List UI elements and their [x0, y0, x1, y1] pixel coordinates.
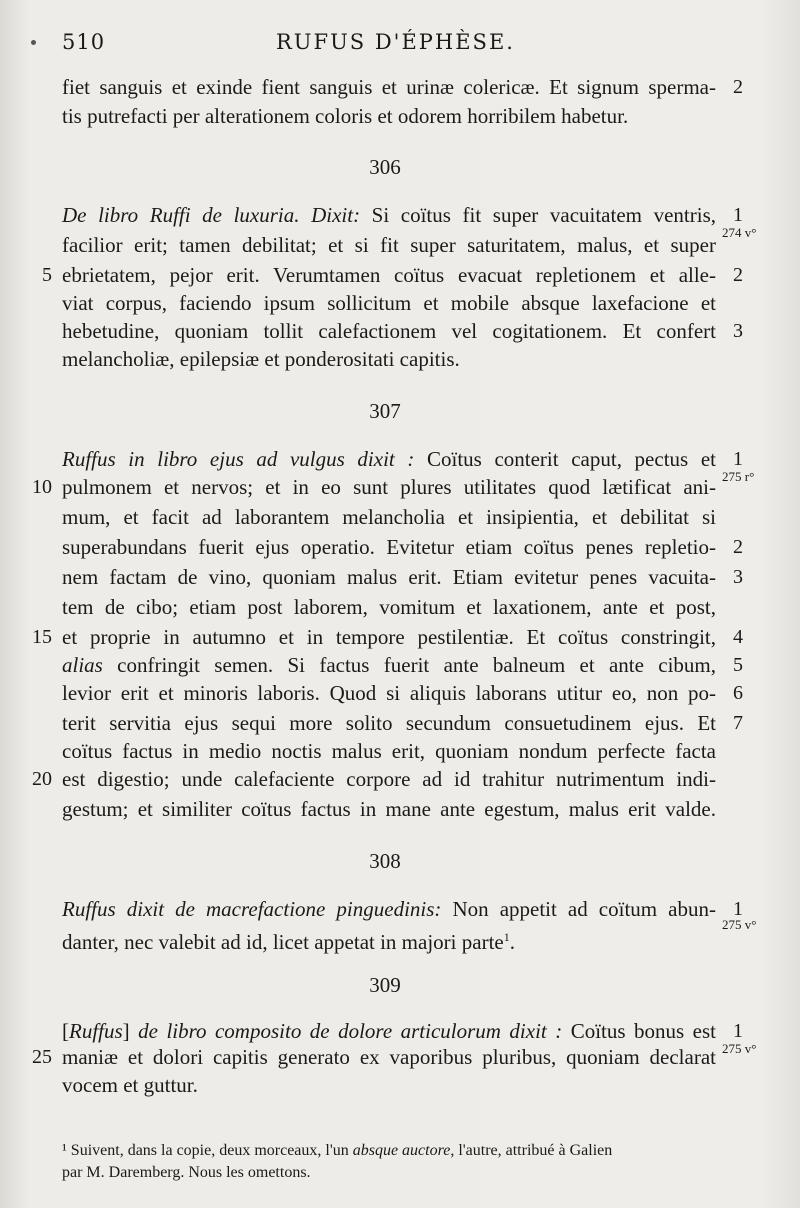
section-heading: 309: [369, 973, 401, 997]
paragraph-number: 1: [733, 1020, 743, 1042]
line-number: 15: [32, 626, 52, 648]
running-title: RUFUS D'ÉPHÈSE.: [276, 30, 515, 54]
text-line: tem de cibo; etiam post laborem, vomitum et laxationem, ante et post,: [62, 595, 716, 619]
section-heading: 308: [369, 849, 401, 873]
folio-marker: 275 v°: [722, 917, 757, 932]
text-line: superabundans fuerit ejus operatio. Evitetur etiam coïtus penes repletio-: [62, 535, 716, 559]
text-line: De libro Ruffi de luxuria. Dixit: Si coïtus fit super vacuitatem ventris,: [62, 203, 716, 227]
line-number: 5: [42, 264, 52, 286]
footnote-ref: 1: [503, 930, 510, 944]
text-line: danter, nec valebit ad id, licet appetat in majori parte$^1$.: [62, 930, 515, 954]
paragraph-number: 1: [733, 448, 743, 470]
paragraph-number: 3: [733, 320, 743, 342]
line-number: 20: [32, 768, 52, 790]
section-heading: 307: [369, 399, 401, 423]
text-line: coïtus factus in medio noctis malus erit, quoniam nondum perfecte facta: [62, 739, 716, 763]
folio-marker: 275 r°: [722, 469, 755, 484]
text-line: alias confringit semen. Si factus fuerit ante balneum et ante cibum,: [62, 653, 716, 677]
text-line: ebrietatem, pejor erit. Verumtamen coïtus evacuat repletionem et alle-: [62, 263, 716, 287]
folio-marker: 274 v°: [722, 225, 757, 240]
paragraph-number: 2: [733, 264, 743, 286]
paragraph-number: 1: [733, 898, 743, 920]
paragraph-number: 4: [733, 626, 743, 648]
text-line: est digestio; unde calefaciente corpore ad id trahitur nutrimentum indi-: [62, 767, 716, 791]
ink-dot: [31, 40, 36, 45]
footnote: par M. Daremberg. Nous les omettons.: [62, 1164, 311, 1181]
text-line: hebetudine, quoniam tollit calefactionem vel cogitationem. Et confert: [62, 319, 716, 343]
paragraph-number: 6: [733, 682, 743, 704]
text-line: et proprie in autumno et in tempore pestilentiæ. Et coïtus constringit,: [62, 625, 716, 649]
text-line: facilior erit; tamen debilitat; et si fit super saturitatem, malus, et super: [62, 233, 716, 257]
text-line: levior erit et minoris laboris. Quod si aliquis laborans utitur eo, non po-: [62, 681, 716, 705]
text-line: viat corpus, faciendo ipsum sollicitum et mobile absque laxefacione et: [62, 291, 716, 315]
folio-marker: 275 v°: [722, 1041, 757, 1056]
text-line: nem factam de vino, quoniam malus erit. Etiam evitetur penes vacuita-: [62, 565, 716, 589]
text-line: gestum; et similiter coïtus factus in mane ante egestum, malus erit valde.: [62, 797, 716, 821]
text-line: mum, et facit ad laborantem melancholia et insipientia, et debilitat si: [62, 505, 716, 529]
page-header: [0, 30, 800, 60]
text-line: terit servitia ejus sequi more solito secundum consuetudinem ejus. Et: [62, 711, 716, 735]
text-line: pulmonem et nervos; et in eo sunt plures utilitates quod lætificat ani-: [62, 475, 716, 499]
footnote: ¹ Suivent, dans la copie, deux morceaux, l'un absque auctore, l'autre, attribué à Galien: [62, 1142, 613, 1159]
paragraph-number: 1: [733, 204, 743, 226]
text-line: melancholiæ, epilepsiæ et ponderositati capitis.: [62, 347, 460, 371]
paragraph-number: 7: [733, 712, 743, 734]
text-line: tis putrefacti per alterationem coloris et odorem horribilem habetur.: [62, 104, 629, 128]
line-number: 25: [32, 1046, 52, 1068]
text-line: [Ruffus] de libro composito de dolore articulorum dixit : Coïtus bonus est: [62, 1019, 716, 1043]
paragraph-number: 5: [733, 654, 743, 676]
text-line: Ruffus in libro ejus ad vulgus dixit : Coïtus conterit caput, pectus et: [62, 447, 716, 471]
section-heading: 306: [369, 155, 401, 179]
text-line: Ruffus dixit de macrefactione pinguedinis: Non appetit ad coïtum abun-: [62, 897, 716, 921]
text-line: vocem et guttur.: [62, 1073, 198, 1097]
paragraph-number: 2: [733, 536, 743, 558]
text-line: maniæ et dolori capitis generato ex vaporibus pluribus, quoniam declarat: [62, 1045, 716, 1069]
line-number: 10: [32, 476, 52, 498]
paragraph-number: 2: [733, 76, 743, 98]
paragraph-number: 3: [733, 566, 743, 588]
text-line: fiet sanguis et exinde fient sanguis et urinæ colericæ. Et signum sperma-: [62, 75, 716, 99]
page-number: 510: [62, 30, 106, 54]
